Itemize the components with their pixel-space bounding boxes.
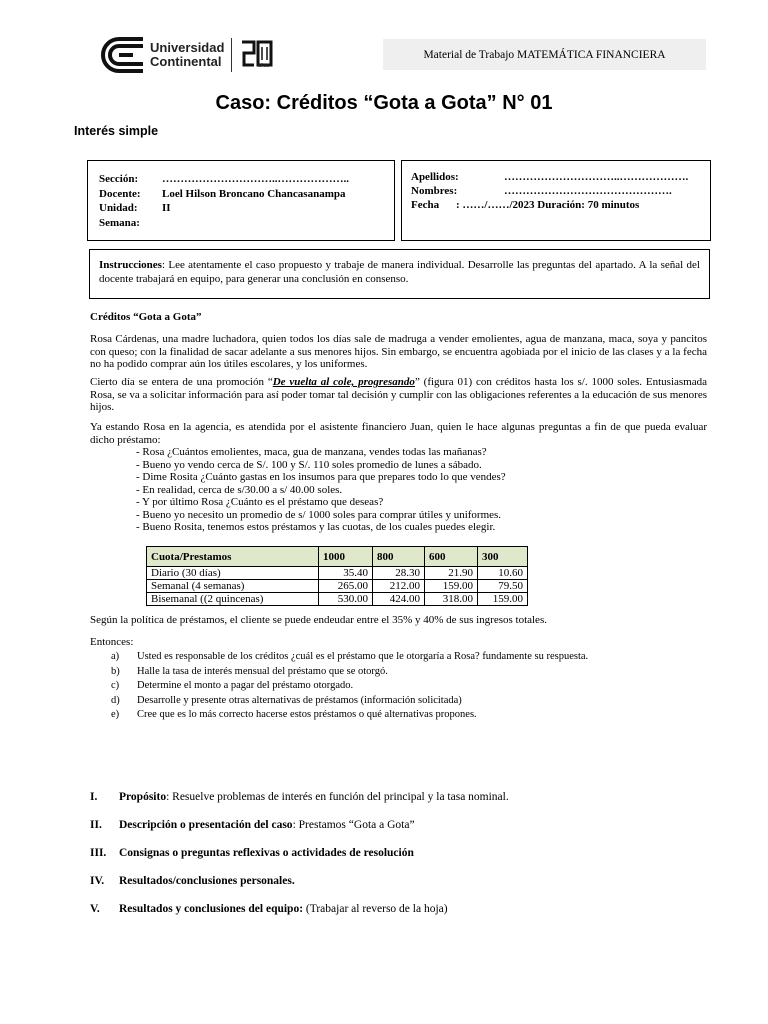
years-label: años (258, 63, 269, 69)
question-text: Desarrolle y presente otras alternativas de préstamos (información solicitada) (137, 694, 462, 706)
fecha-row (411, 199, 639, 211)
question-item (111, 708, 588, 723)
apellidos-value[interactable]: …………………………..………………. (504, 171, 689, 183)
table-header-cell: 1000 (319, 547, 373, 567)
section-detail: : Prestamos “Gota a Gota” (292, 819, 415, 831)
table-row (147, 593, 528, 606)
table-cell: 265.00 (319, 580, 373, 593)
table-header-cell: 800 (373, 547, 425, 567)
university-line-2: Continental (150, 54, 222, 69)
table-cell: 159.00 (425, 580, 478, 593)
question-item (111, 679, 588, 694)
docente-label: Docente: (99, 188, 141, 200)
university-line-1: Universidad (150, 40, 225, 55)
section-number: III. (90, 847, 107, 859)
course-material-label: Material de Trabajo MATEMÁTICA FINANCIERA (383, 39, 706, 70)
section-title: Resultados y conclusiones del equipo: (119, 903, 304, 915)
case-paragraph-1: Rosa Cárdenas, una madre luchadora, quien todos los días sale de madruga a vender emolientes, agua de manzana, maca, soya y pancitos con queso; con la finalidad de sacar adelante a sus menores hijos. Sin embargo, se encuentra agobiada por el inicio de las clases y a la fecha no ha podido comprar aún los útiles escolares, y los uniformes. (90, 333, 707, 370)
seccion-label: Sección: (99, 173, 139, 185)
loan-installments-table (146, 546, 528, 606)
university-name (150, 41, 224, 69)
question-letter: a) (111, 651, 120, 662)
dialogue-line: - Bueno yo vendo cerca de S/. 100 y S/. 110 soles promedio de lunes a sábado. (136, 458, 482, 471)
case-heading: Créditos “Gota a Gota” (90, 311, 202, 323)
policy-text: Según la política de préstamos, el cliente se puede endeudar entre el 35% y 40% de sus ingresos totales. (90, 614, 547, 626)
table-cell: 212.00 (373, 580, 425, 593)
table-cell: 530.00 (319, 593, 373, 606)
table-header-cell: 600 (425, 547, 478, 567)
question-letter: d) (111, 694, 120, 706)
section-item (90, 875, 295, 887)
case-paragraph-3: Ya estando Rosa en la agencia, es atendida por el asistente financiero Juan, quien le hace algunas preguntas a fin de que pueda evaluar dicho préstamo: (90, 421, 707, 446)
table-cell: 159.00 (478, 593, 528, 606)
table-cell: 10.60 (478, 567, 528, 580)
entonces-label: Entonces: (90, 636, 134, 648)
seccion-row (99, 173, 349, 185)
section-title: Consignas o preguntas reflexivas o actividades de resolución (119, 847, 414, 859)
promo-rest: ” (figura 01) con créditos hasta los s/. 1000 soles. Entusiasmada Rosa, se va a solicitar información para así poder tomar tal decisión y cumplir con las obligaciones referentes a la educación de sus menores hijos. (90, 376, 708, 413)
section-number: II. (90, 819, 102, 831)
table-cell: 79.50 (478, 580, 528, 593)
nombres-value[interactable]: ………………………………………. (504, 185, 672, 197)
promo-intro: Cierto día se entera de una promoción “ (90, 376, 273, 388)
question-letter: e) (111, 709, 120, 721)
student-info-box (401, 160, 711, 241)
nombres-label: Nombres: (411, 185, 458, 197)
question-letter: b) (111, 665, 120, 677)
apellidos-label: Apellidos: (411, 171, 459, 183)
table-row (147, 580, 528, 593)
page-title: Caso: Créditos “Gota a Gota” N° 01 (215, 92, 553, 114)
section-detail: (Trabajar al reverso de la hoja) (303, 903, 448, 915)
table-cell: Semanal (4 semanas) (147, 580, 319, 593)
section-item (90, 903, 448, 915)
questions-list (111, 650, 588, 723)
logo-divider (231, 38, 232, 72)
question-item (111, 665, 588, 680)
question-text: Determine el monto a pagar del préstamo otorgado. (137, 680, 354, 692)
unidad-row (99, 202, 171, 214)
semana-row (99, 217, 162, 229)
table-header-cell: Cuota/Prestamos (147, 547, 319, 567)
fecha-label: Fecha (411, 199, 440, 211)
section-item (90, 819, 415, 831)
section-detail: : Resuelve problemas de interés en función del principal y la tasa nominal. (166, 791, 509, 803)
table-header-cell: 300 (478, 547, 528, 567)
question-letter: c) (111, 680, 120, 692)
continental-logo-icon (95, 37, 145, 73)
semana-label: Semana: (99, 217, 140, 229)
section-item (90, 791, 509, 803)
seccion-value: …………………………..……………….. (162, 173, 349, 185)
table-row (147, 567, 528, 580)
table-cell: 28.30 (373, 567, 425, 580)
table-cell: Diario (30 días) (147, 567, 319, 580)
course-info-box (87, 160, 395, 241)
dialogue-line: - En realidad, cerca de s/30.00 a s/ 40.00 soles. (136, 483, 343, 496)
instructions-box (89, 249, 710, 299)
question-item (111, 650, 588, 665)
dialogue-line: - Y por último Rosa ¿Cuánto es el préstamo que deseas? (136, 496, 384, 508)
table-cell: Bisemanal ((2 quincenas) (147, 593, 319, 606)
dialogue-line: - Bueno Rosita, tenemos estos préstamos y las cuotas, de los cuales puedes elegir. (136, 521, 496, 533)
unidad-label: Unidad: (99, 202, 138, 214)
table-header-row (147, 547, 528, 567)
question-text: Halle la tasa de interés mensual del préstamo que se otorgó. (137, 665, 388, 677)
question-item (111, 694, 588, 709)
table-cell: 21.90 (425, 567, 478, 580)
page-subtitle: Interés simple (74, 124, 159, 138)
nombres-row (411, 185, 672, 197)
dialogue-line: - Bueno yo necesito un promedio de s/ 1000 soles para comprar útiles y uniformes. (136, 508, 502, 521)
section-number: I. (90, 791, 98, 803)
table-cell: 318.00 (425, 593, 478, 606)
dialogue-line: - Rosa ¿Cuántos emolientes, maca, gua de manzana, vendes todas las mañanas? (136, 446, 487, 458)
table-cell: 424.00 (373, 593, 425, 606)
unidad-value: II (162, 202, 171, 214)
section-number: V. (90, 903, 100, 915)
dialogue-list (136, 446, 506, 534)
section-number: IV. (90, 875, 105, 887)
case-paragraph-2 (90, 376, 707, 414)
docente-value: Loel Hilson Broncano Chancasanampa (162, 188, 346, 200)
apellidos-row (411, 171, 688, 183)
dialogue-line: - Dime Rosita ¿Cuánto gastas en los insumos para que prepares todo lo que vendes? (136, 471, 506, 483)
section-title: Propósito (119, 791, 167, 803)
question-text: Cree que es lo más correcto hacerse estos préstamos o qué alternativas propones. (137, 709, 477, 721)
section-title: Resultados/conclusiones personales. (119, 875, 295, 887)
question-text: Usted es responsable de los créditos ¿cuál es el préstamo que le otorgaría a Rosa? fundamente su respuesta. (137, 651, 589, 662)
docente-row (99, 188, 345, 200)
instructions-label: Instrucciones (99, 259, 162, 271)
table-cell: 35.40 (319, 567, 373, 580)
fecha-value: : ……/……/2023 Duración: 70 minutos (456, 199, 640, 211)
instructions-text: : Lee atentamente el caso propuesto y trabaje de manera individual. Desarrolle las preguntas del apartado. A la señal del docente trabajará en equipo, para generar una conclusión en consenso. (99, 259, 700, 285)
promo-name: De vuelta al cole, progresando (272, 376, 415, 388)
section-item (90, 847, 414, 859)
section-title: Descripción o presentación del caso (119, 819, 293, 831)
